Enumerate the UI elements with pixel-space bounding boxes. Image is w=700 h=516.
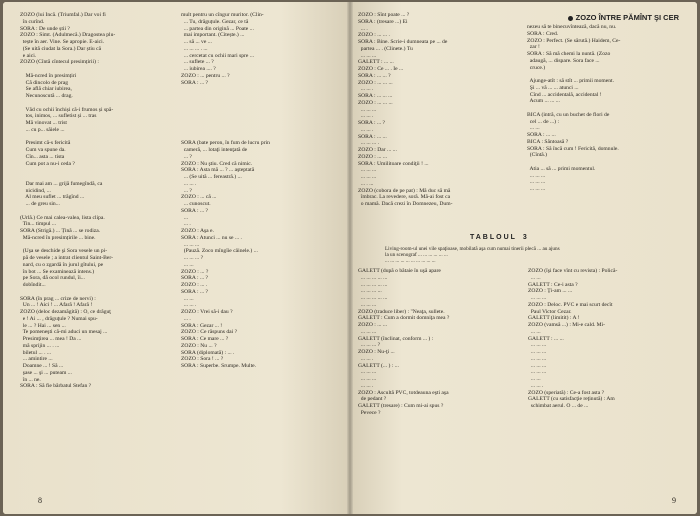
- running-header-text: ZOZO ÎNTRE PĂMÎNT ŞI CER: [575, 13, 679, 22]
- right-page-column-3: GALETT (după o bătaie în uşă apare ... ... ... ... ... ... ... ... ... ... ... ... ... ... ... ... ... ... ... ... ... ... ZOZO (traduce liber) : "Neaţa, sullete. GALETT : Cum a dormit domniţa mea ? ZOZO : ... ... ... ... ... GALETT (înclinat, conform ... ) : ... ... ... ? ZOZO : Nu-ţi ... ... ... . GALETT (... ) : ... ... ... ... ... ... ... ... ... . ZOZO : Ascultă PVC, totdeauna eşti aşa de pedant ? GALETT (tresare) : Cum mi-ai spus ? Pevece ?: [358, 268, 450, 416]
- left-page-column-1: ZOZO (lui Incă. (Triumfal.) Dar voi fi în curînd. SORA : De unde știi ? ZOZO : Simt. (Adulmecă.) Dragostea plu- tește în aer. Vine. Se apropie. E-aici. (Se uită ciudat la Sora.) Dar știu că e aici. ZOZO (Cîntă cîntecul presimțirii) : Mă-ncred în presimțiri Că dincolo de prag Se află chiar iubirea, Necunoscută ... drag. Văd cu ochii închiși că-i frumos și spă- tos, inimos, ... sufletist și ... tras Mă vinovat ... trist ... cu p... săiele ... Presimt că-s fericită Cum va spune da. Cîn... asta ... tista Cum pot a nu-i ceda ? Dar mai am ... grijă fumegîndă, ca nicidind, ... Al meu suflet ... trăgînd ... ... de greu sin... (Urlă.) Ce mai calea-valea, lista clipa. Tin... timpul ... SORA (Strigă.) ... Țină ... se rodiza. Mă-ncred în presimțirile ... bine. (Uşa se deschide şi Sora vesele un pi- pă de vesele ; a intrat clientul Saint-Ber- nard, cu o zgardă în jurul gîtului, pe în bot ... Se examinează intens.) pe Sora, dă ocol rundul, îi... dobîndit... SORA (în prag ... crize de nervi) : Un ... ! Aici ! ... Afară ! Afară ! ZOZO (deloc dezamăgită) : O, ce drăguţ e ! Ai ... , drăguţule ? Numai spu- le ... ? Hai ... sen ... Te pomeneşti că-mi aduci un mesaj ... Presimţirea ... mea ! Da ... mă sprijin ... . ... biletul ... . ... ... amintire ... Doamne ... ! Să ... şase ... şi ... puteam ... în ... ne. SORA : Să fie bărbatul Stefan ?: [20, 12, 116, 390]
- scene-title: [470, 234, 529, 241]
- scene-title-label: TABLOUL: [470, 234, 517, 241]
- right-page-column-1: ZOZO : Sînt poate ... ? SORA : (tresare ...) Ei ... . ZOZO : ... ... . SORA : Bine. Scrie-i dumneata pe ... de partea ... . (Clinete.) Tu ... ... ... GALETT : ... ... ZOZO : Ce ... . Ie ... SORA : ... ... ? ZOZO : ... ... ... ... ... . SORA : ... ... ... ZOZO : ... ... ... ... ... ... ... ... . SORA : ... ? ... ... . SORA : ... ... ... ... ... . ZOZO : Dar ... ... ZOZO : ... ... SORA : Umilitoare condiţii ! ... ... ... ... ... ... ... ... . ... ZOZO (cobora de pe pat) : Mă duc să mă îmbrac. La revedere, soră. Mă-ai fost ca o mamă. Dacă crezi în Domnezeu, Dum-: [358, 12, 453, 207]
- book-gutter: [347, 2, 353, 514]
- page-number-left: 8: [38, 496, 42, 505]
- page-number-right: 9: [672, 496, 676, 505]
- book-spread: [3, 2, 697, 514]
- left-page-column-2: mult pentru un cîngur muritor. (Clin- ... Tu, drăguțule. Gezar, ce tă ... partea din origină ... Poate ... mai important. (Citește.) ... ... să ... ve ... ... ... ... . ... ... cercetat cu ochii mari spre ... ... suflete ... ? ... iubirea .... ? ZOZO : ... pentru ... ? SORA : ... ? SORA (bate peron, în fum de lucru prin cameră, ... lotaţi intenţată de ... ? ZOZO : Nu ştiu. Cred că nimic. SORA : Asta mă ... ? ... aşteptată ... (Se uită ... fereastră.) ... ... ... . ... ? ZOZO : ... că ... ... cunoscut. SORA : ... ? ... ... . ZOZO : Aşa e. SORA : Atunci ... nu se ... . ... ... ... (Pauză. Zoco mîngîie câinele.) ... ... ... ... ? ... ... ZOZO : ... ? SORA : ... ? ZOZO : ... . SORA : ... ? ... ... ... ... . ZOZO : Vrei să-i dau ? ... . SORA : Gezar ... ! ZOZO : Ce răspuns dai ? SORA : Ce mare ... ? ZOZO : Nu ... ? SORA (diplomată) : ... . ZOZO : Sora ! ... ? SORA : Superbe. Srumpe. Multe.: [181, 12, 270, 369]
- running-header: [568, 13, 679, 22]
- right-page-column-4: ZOZO (îşi face vînt cu revista) : Polică- ... ... GALETT : Ce-i asta ? ZOZO : Ţi-am ... ... ... ... ... ZOZO : Deloc. PVC e mai scurt decît Paul Victor Cezar. GALETT (limitit) : A ! ZOZO (vamsă ...) : Mi-e cald. Mi- ... ... GALETT : ... ... ... ... ... ... ... ... ... ... ... ... ... ... ... ... ... ... ... ... ... . ZOZO (speriată) : Ce-a fost asta ? GALETT (cu satisfacţie reţinută) : Am schimbat aerul. O ... de ...: [528, 268, 618, 409]
- scene-title-number: 3: [522, 234, 529, 241]
- left-page: [3, 2, 350, 514]
- right-page: [350, 2, 697, 514]
- right-page-column-2: nezeu să te binecuvîntează, dacă nu, nu. SORA : Cred. ZOZO : Perfect. (Se sărută.) Haidem, Ce- zar ! SORA : Să mă chemi la nuntă. (Zozo adaugă, ... dispare. Sora face ... cruce.) Ajunge-atît : să stît ... primii moment. Şi ... vă ... ... atunci ... Cînd ... accidentală, accidental ! Acum ... ... ... BICA (intră, cu un buchet de flori de cel ... de ...) : ... ... SORA : ... ... BICA : Săntoasă ? SORA : Să încă cum ! Fericită, domnule. (Cîntă.) Atia ... să ... primi momentul. ... ... ... ... ... ... ... ... ...: [527, 24, 621, 192]
- scene-description: Living-room-ul unei vile spaţioase, mobilată aşa cum numai tinerii plecă ... au ajuns la un scenograf ... ... ... ... ... ... ... ... ... ... ... ... ... ... ... ...: [385, 246, 560, 265]
- bullet-icon: [568, 16, 573, 21]
